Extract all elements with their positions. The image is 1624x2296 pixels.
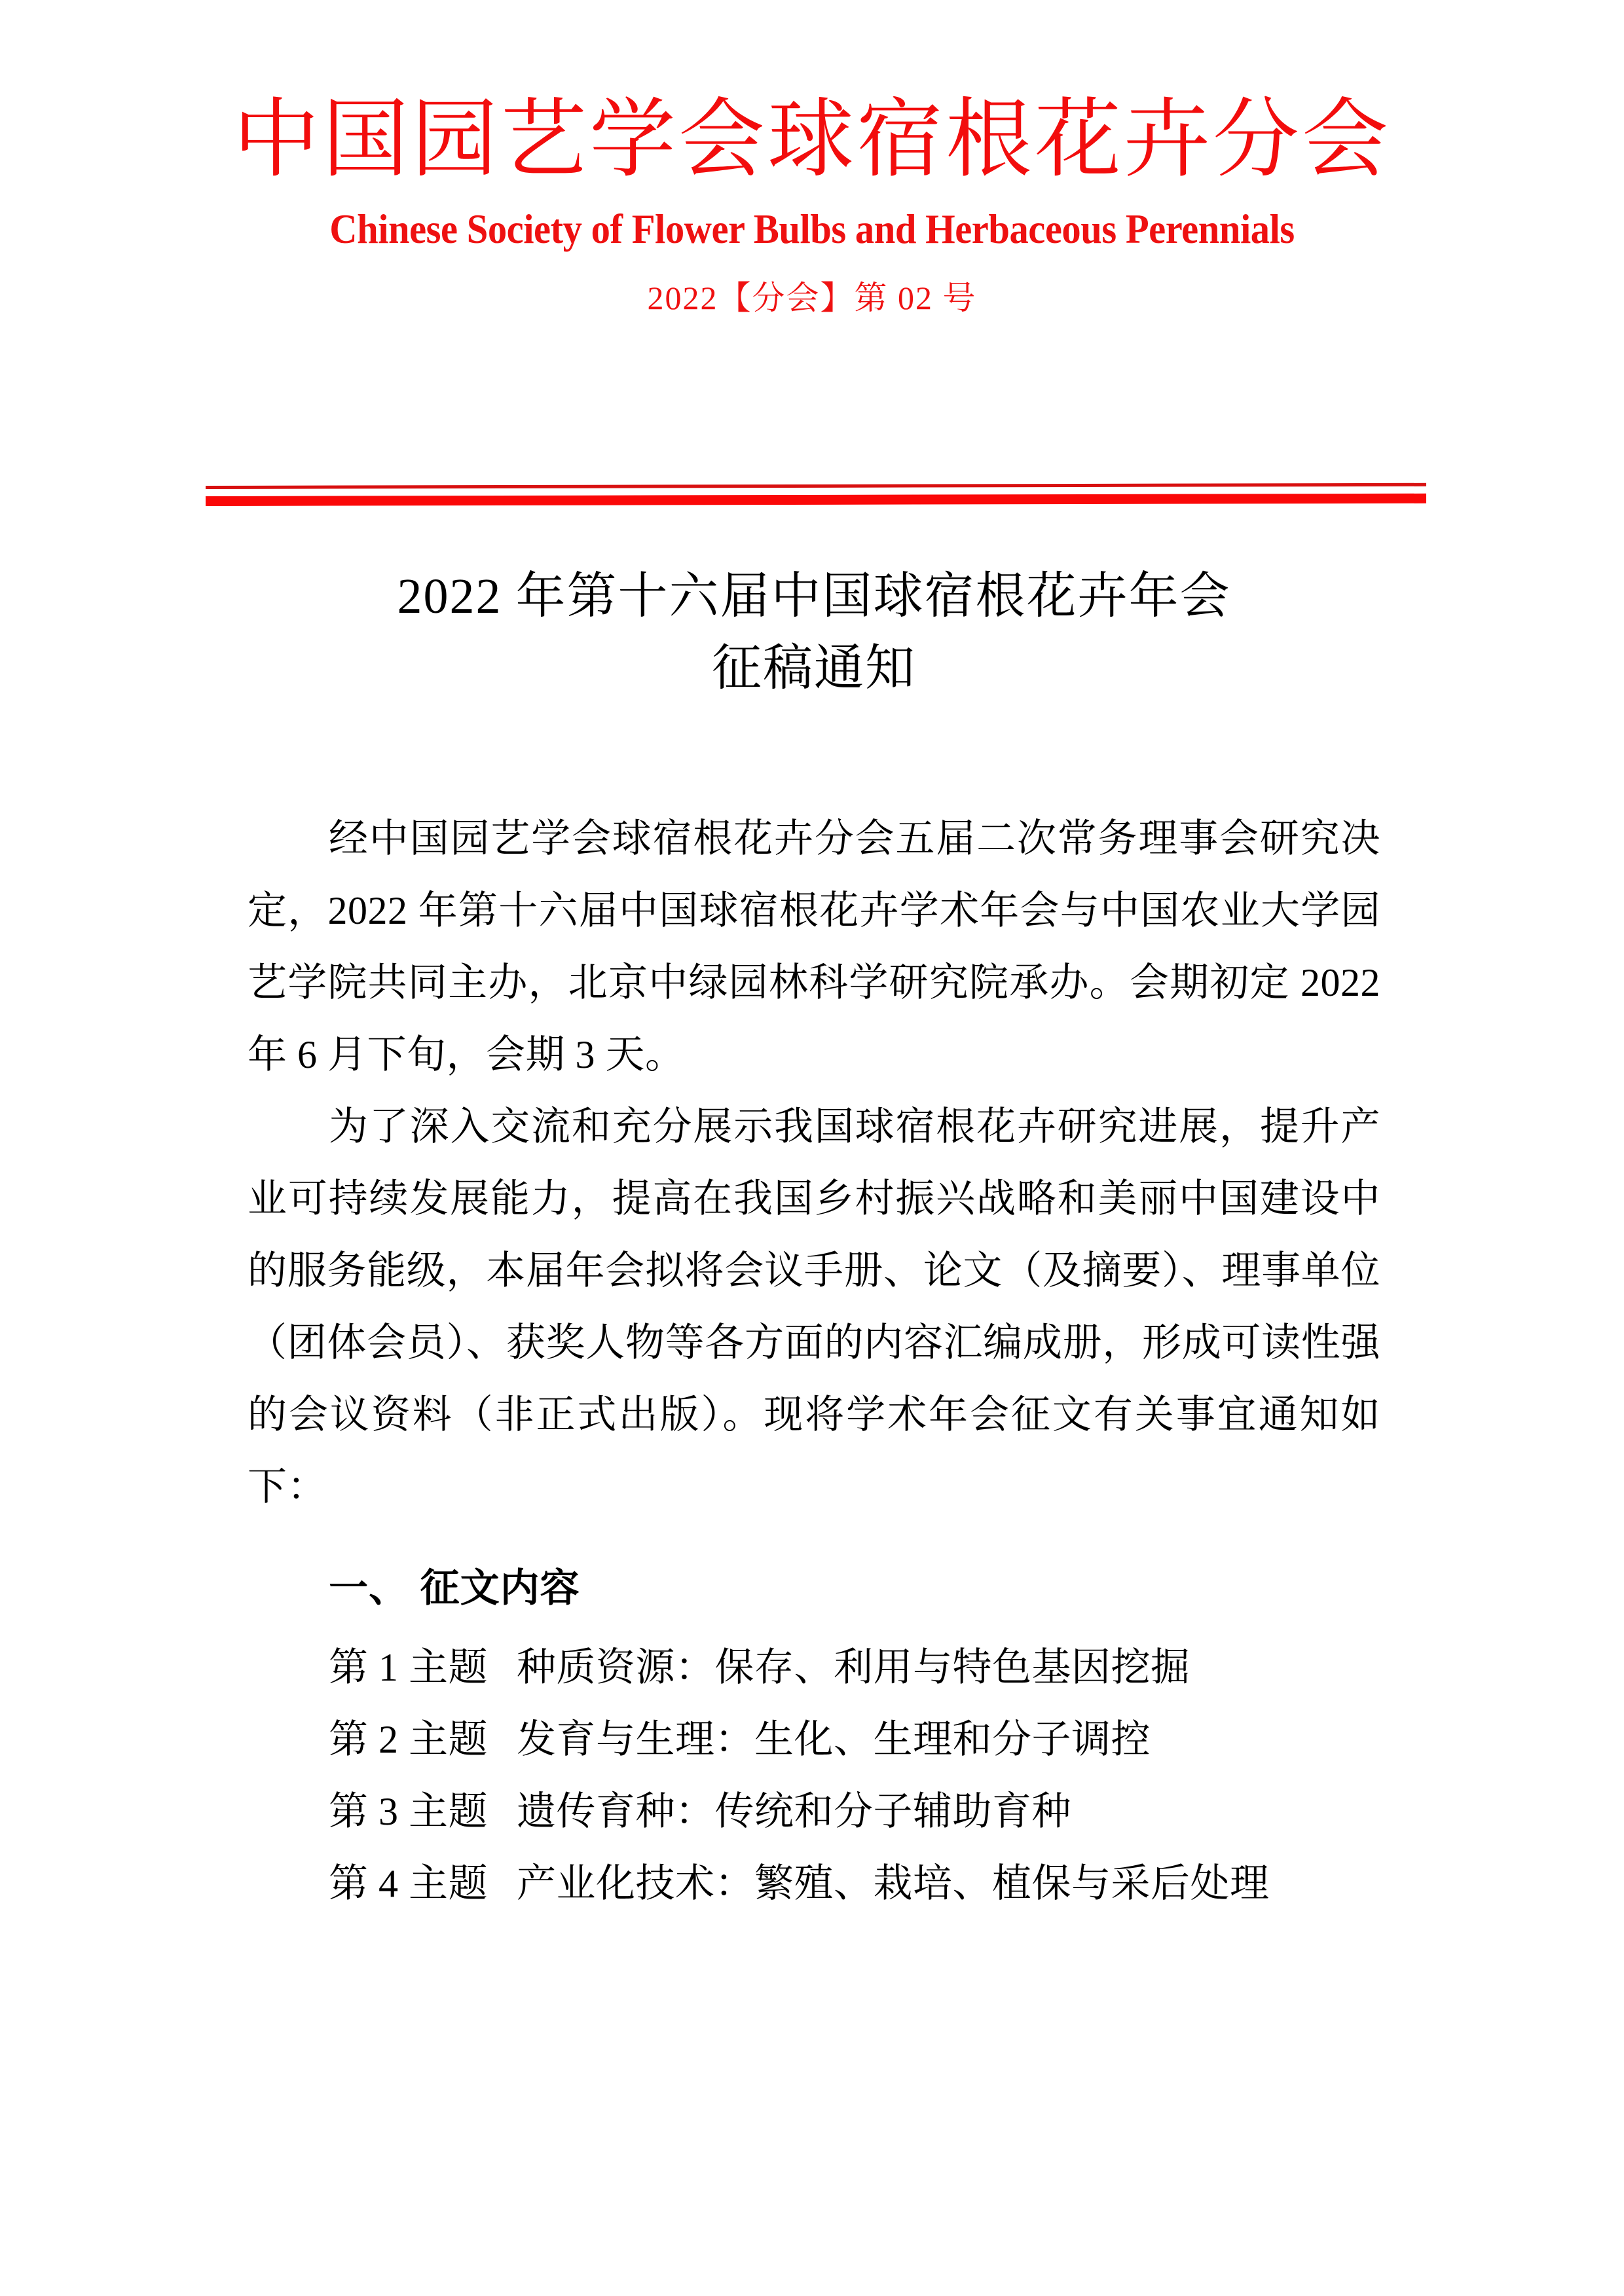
topic-text: 种质资源：保存、利用与特色基因挖掘 bbox=[517, 1646, 1190, 1690]
topic-text: 遗传育种：传统和分子辅助育种 bbox=[517, 1790, 1071, 1834]
topic-text: 发育与生理：生化、生理和分子调控 bbox=[517, 1718, 1151, 1762]
page-title bbox=[248, 560, 1380, 704]
page-title-line-2: 征稿通知 bbox=[712, 641, 916, 697]
organization-name-chinese: 中国园艺学会球宿根花卉分会 bbox=[233, 92, 1391, 188]
topic-label: 第 3 主题 bbox=[329, 1790, 488, 1834]
organization-name-english: Chinese Society of Flower Bulbs and Herbaceous Perennials bbox=[329, 206, 1295, 252]
body-paragraph-1: 经中国园艺学会球宿根花卉分会五届二次常务理事会研究决定，2022 年第十六届中国球宿根花卉学术年会与中国农业大学园艺学院共同主办，北京中绿园林科学研究院承办。会期初定 2022 年 6 月下旬，会期 3 天。 bbox=[248, 817, 1380, 1077]
body-paragraph-2: 为了深入交流和充分展示我国球宿根花卉研究进展，提升产业可持续发展能力，提高在我国乡村振兴战略和美丽中国建设中的服务能级，本届年会拟将会议手册、论文（及摘要）、理事单位（团体会员）、获奖人物等各方面的内容汇编成册，形成可读性强的会议资料（非正式出版）。现将学术年会征文有关事宜通知如下： bbox=[248, 1105, 1380, 1509]
topic-label: 第 2 主题 bbox=[329, 1718, 488, 1762]
document-body bbox=[248, 560, 1380, 1920]
topic-list bbox=[248, 1631, 1380, 1920]
page-title-line-1: 2022 年第十六届中国球宿根花卉年会 bbox=[397, 569, 1231, 624]
topic-text: 产业化技术：繁殖、栽培、植保与采后处理 bbox=[517, 1862, 1270, 1906]
divider-thin-line bbox=[206, 483, 1426, 489]
document-number: 2022【分会】第 02 号 bbox=[647, 280, 977, 317]
letterhead bbox=[0, 0, 1624, 318]
letterhead-divider bbox=[206, 486, 1426, 516]
section-heading-call-for-papers: 一、 征文内容 bbox=[329, 1566, 580, 1611]
list-item bbox=[248, 1776, 1380, 1848]
divider-thick-line bbox=[206, 494, 1426, 506]
topic-label: 第 1 主题 bbox=[329, 1646, 488, 1690]
list-item bbox=[248, 1631, 1380, 1704]
topic-label: 第 4 主题 bbox=[329, 1862, 488, 1906]
list-item bbox=[248, 1848, 1380, 1920]
title-spacer bbox=[248, 704, 1380, 803]
list-item bbox=[248, 1704, 1380, 1776]
